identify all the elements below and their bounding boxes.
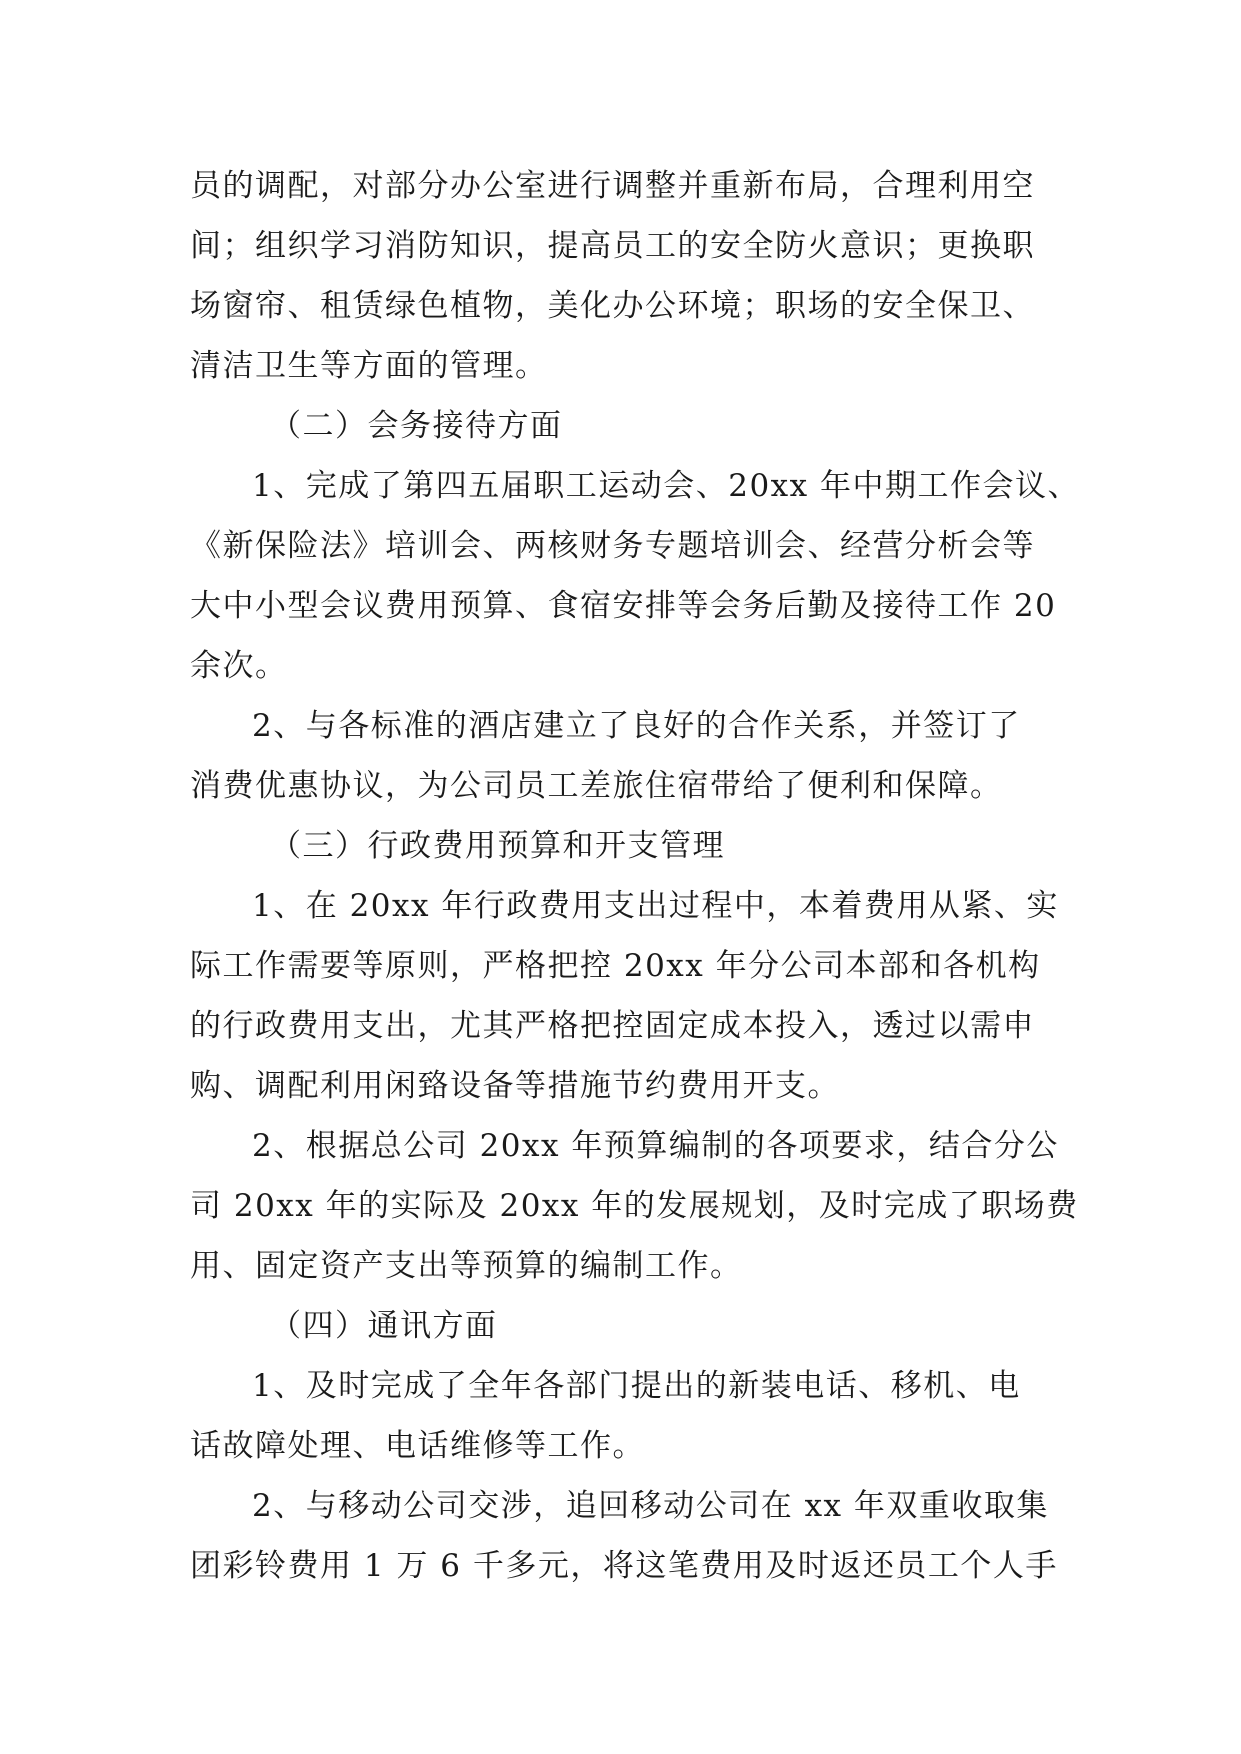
text-line: 清洁卫生等方面的管理。 [190,348,548,384]
text-line: 场窗帘、租赁绿色植物，美化办公环境；职场的安全保卫、 [190,288,1035,324]
paragraph-start: 1、及时完成了全年各部门提出的新装电话、移机、电 [252,1368,1021,1404]
text-line: 大中小型会议费用预算、食宿安排等会务后勤及接待工作 20 [190,588,1057,624]
section-heading: （四）通讯方面 [270,1308,498,1344]
section-heading: （二）会务接待方面 [270,408,563,444]
text-line: 司 20xx 年的实际及 20xx 年的发展规划，及时完成了职场费 [190,1188,1079,1224]
text-line: 际工作需要等原则，严格把控 20xx 年分公司本部和各机构 [190,948,1041,984]
paragraph-start: 2、与移动公司交涉，追回移动公司在 xx 年双重收取集 [252,1488,1049,1524]
text-line: 间；组织学习消防知识，提高员工的安全防火意识；更换职 [190,228,1035,264]
text-line: 购、调配利用闲臵设备等措施节约费用开支。 [190,1068,840,1104]
text-line: 的行政费用支出，尤其严格把控固定成本投入，透过以需申 [190,1008,1035,1044]
text-line: 员的调配，对部分办公室进行调整并重新布局，合理利用空 [190,168,1035,204]
text-line: 用、固定资产支出等预算的编制工作。 [190,1248,743,1284]
paragraph-start: 2、与各标准的酒店建立了良好的合作关系，并签订了 [252,708,1021,744]
section-heading: （三）行政费用预算和开支管理 [270,828,725,864]
text-line: 话故障处理、电话维修等工作。 [190,1428,645,1464]
text-line: 消费优惠协议，为公司员工差旅住宿带给了便利和保障。 [190,768,1003,804]
text-line: 《新保险法》培训会、两核财务专题培训会、经营分析会等 [190,528,1035,564]
text-line: 团彩铃费用 1 万 6 千多元，将这笔费用及时返还员工个人手 [190,1548,1058,1584]
paragraph-start: 1、在 20xx 年行政费用支出过程中，本着费用从紧、实 [252,888,1059,924]
paragraph-start: 1、完成了第四五届职工运动会、20xx 年中期工作会议、 [252,468,1080,504]
paragraph-start: 2、根据总公司 20xx 年预算编制的各项要求，结合分公 [252,1128,1059,1164]
text-line: 余次。 [190,648,288,684]
document-body [190,156,1090,1596]
